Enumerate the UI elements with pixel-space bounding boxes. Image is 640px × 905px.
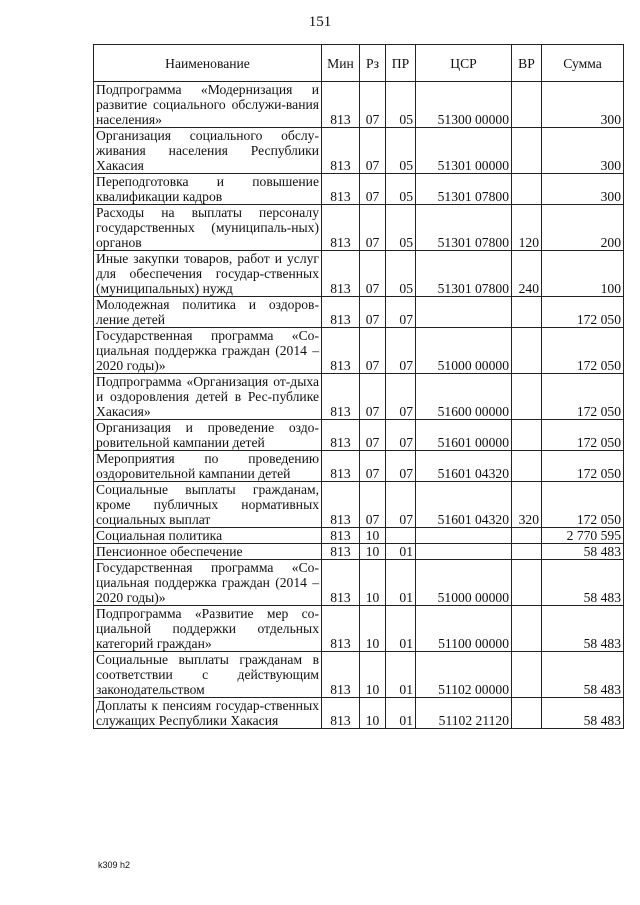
- footer-code: k309 h2: [98, 860, 131, 870]
- row-vr-cell: [512, 606, 542, 652]
- row-sum-cell: 58 483: [542, 698, 624, 729]
- row-pr-cell: 07: [386, 328, 416, 374]
- row-sum-cell: 172 050: [542, 482, 624, 528]
- row-sum-cell: 58 483: [542, 652, 624, 698]
- row-pr-cell: 07: [386, 451, 416, 482]
- table-row: [94, 128, 624, 174]
- row-sum-cell: 58 483: [542, 606, 624, 652]
- row-csr-cell: 51601 00000: [416, 420, 512, 451]
- table-row: [94, 420, 624, 451]
- row-rz-cell: 07: [360, 82, 386, 128]
- row-vr-cell: [512, 698, 542, 729]
- row-rz-cell: 07: [360, 374, 386, 420]
- row-csr-cell: [416, 528, 512, 544]
- row-rz-cell: 10: [360, 528, 386, 544]
- table-row: [94, 297, 624, 328]
- row-pr-cell: 05: [386, 205, 416, 251]
- row-pr-cell: 05: [386, 128, 416, 174]
- table-row: [94, 544, 624, 560]
- row-vr-cell: [512, 451, 542, 482]
- row-name-cell: Переподготовка и повышение квалификации кадров: [94, 174, 322, 205]
- row-vr-cell: [512, 560, 542, 606]
- row-vr-cell: 120: [512, 205, 542, 251]
- table-row: [94, 606, 624, 652]
- row-vr-cell: [512, 297, 542, 328]
- row-name-cell: Мероприятия по проведению оздоровительной кампании детей: [94, 451, 322, 482]
- row-pr-cell: 01: [386, 652, 416, 698]
- row-sum-cell: 200: [542, 205, 624, 251]
- row-vr-cell: [512, 374, 542, 420]
- row-min-cell: 813: [322, 482, 360, 528]
- row-csr-cell: 51601 04320: [416, 482, 512, 528]
- table-row: [94, 251, 624, 297]
- header-name: Наименование: [94, 45, 322, 82]
- table-row: [94, 528, 624, 544]
- row-sum-cell: 172 050: [542, 374, 624, 420]
- row-vr-cell: [512, 82, 542, 128]
- header-row: [94, 45, 624, 82]
- row-rz-cell: 07: [360, 420, 386, 451]
- row-min-cell: 813: [322, 82, 360, 128]
- row-name-cell: Подпрограмма «Модернизация и развитие социального обслужи-вания населения»: [94, 82, 322, 128]
- row-vr-cell: [512, 420, 542, 451]
- row-name-cell: Государственная программа «Со-циальная поддержка граждан (2014 – 2020 годы)»: [94, 328, 322, 374]
- row-pr-cell: 01: [386, 544, 416, 560]
- row-name-cell: Социальные выплаты гражданам, кроме публичных нормативных социальных выплат: [94, 482, 322, 528]
- row-vr-cell: 240: [512, 251, 542, 297]
- row-name-cell: Доплаты к пенсиям государ-ственных служащих Республики Хакасия: [94, 698, 322, 729]
- row-name-cell: Иные закупки товаров, работ и услуг для обеспечения государ-ственных (муниципальных) нужд: [94, 251, 322, 297]
- row-csr-cell: 51301 07800: [416, 251, 512, 297]
- row-name-cell: Организация и проведение оздо-ровительной кампании детей: [94, 420, 322, 451]
- row-csr-cell: 51102 00000: [416, 652, 512, 698]
- row-min-cell: 813: [322, 698, 360, 729]
- row-rz-cell: 07: [360, 451, 386, 482]
- row-sum-cell: 172 050: [542, 451, 624, 482]
- row-vr-cell: [512, 528, 542, 544]
- row-sum-cell: 300: [542, 82, 624, 128]
- row-min-cell: 813: [322, 652, 360, 698]
- row-min-cell: 813: [322, 544, 360, 560]
- row-rz-cell: 10: [360, 560, 386, 606]
- row-name-cell: Социальные выплаты гражданам в соответствии с действующим законодательством: [94, 652, 322, 698]
- row-sum-cell: 172 050: [542, 297, 624, 328]
- row-rz-cell: 07: [360, 328, 386, 374]
- row-sum-cell: 58 483: [542, 544, 624, 560]
- page-number: 151: [308, 14, 332, 30]
- row-rz-cell: 07: [360, 205, 386, 251]
- row-name-cell: Подпрограмма «Развитие мер со-циальной поддержки отдельных категорий граждан»: [94, 606, 322, 652]
- table-row: [94, 328, 624, 374]
- row-pr-cell: [386, 528, 416, 544]
- header-csr: ЦСР: [416, 45, 512, 82]
- row-vr-cell: [512, 128, 542, 174]
- table-row: [94, 174, 624, 205]
- row-name-cell: Пенсионное обеспечение: [94, 544, 322, 560]
- row-csr-cell: 51301 07800: [416, 174, 512, 205]
- row-min-cell: 813: [322, 420, 360, 451]
- header-min: Мин: [322, 45, 360, 82]
- row-pr-cell: 05: [386, 174, 416, 205]
- row-vr-cell: [512, 544, 542, 560]
- row-sum-cell: 300: [542, 128, 624, 174]
- row-min-cell: 813: [322, 297, 360, 328]
- row-csr-cell: 51102 21120: [416, 698, 512, 729]
- row-name-cell: Молодежная политика и оздоров-ление детей: [94, 297, 322, 328]
- row-csr-cell: [416, 544, 512, 560]
- row-csr-cell: 51000 00000: [416, 328, 512, 374]
- row-rz-cell: 10: [360, 698, 386, 729]
- row-vr-cell: [512, 328, 542, 374]
- row-vr-cell: [512, 652, 542, 698]
- row-pr-cell: 07: [386, 482, 416, 528]
- row-csr-cell: 51600 00000: [416, 374, 512, 420]
- table-row: [94, 205, 624, 251]
- row-rz-cell: 10: [360, 652, 386, 698]
- row-vr-cell: [512, 174, 542, 205]
- row-rz-cell: 07: [360, 482, 386, 528]
- row-min-cell: 813: [322, 528, 360, 544]
- row-csr-cell: 51300 00000: [416, 82, 512, 128]
- table-row: [94, 374, 624, 420]
- row-csr-cell: 51000 00000: [416, 560, 512, 606]
- table-row: [94, 560, 624, 606]
- row-name-cell: Расходы на выплаты персоналу государственных (муниципаль-ных) органов: [94, 205, 322, 251]
- row-min-cell: 813: [322, 560, 360, 606]
- row-sum-cell: 172 050: [542, 328, 624, 374]
- row-sum-cell: 172 050: [542, 420, 624, 451]
- table-row: [94, 482, 624, 528]
- row-min-cell: 813: [322, 328, 360, 374]
- row-csr-cell: 51100 00000: [416, 606, 512, 652]
- row-csr-cell: 51301 07800: [416, 205, 512, 251]
- row-min-cell: 813: [322, 251, 360, 297]
- header-pr: ПР: [386, 45, 416, 82]
- table-row: [94, 652, 624, 698]
- row-pr-cell: 01: [386, 698, 416, 729]
- row-name-cell: Организация социального обслу-живания населения Республики Хакасия: [94, 128, 322, 174]
- header-sum: Сумма: [542, 45, 624, 82]
- row-csr-cell: 51601 04320: [416, 451, 512, 482]
- row-name-cell: Подпрограмма «Организация от-дыха и оздоровления детей в Рес-публике Хакасия»: [94, 374, 322, 420]
- header-rz: Рз: [360, 45, 386, 82]
- row-csr-cell: [416, 297, 512, 328]
- row-pr-cell: 07: [386, 420, 416, 451]
- row-name-cell: Государственная программа «Со-циальная поддержка граждан (2014 – 2020 годы)»: [94, 560, 322, 606]
- row-pr-cell: 01: [386, 606, 416, 652]
- header-vr: ВР: [512, 45, 542, 82]
- row-pr-cell: 05: [386, 82, 416, 128]
- row-min-cell: 813: [322, 128, 360, 174]
- row-rz-cell: 07: [360, 297, 386, 328]
- row-pr-cell: 01: [386, 560, 416, 606]
- budget-table: [93, 44, 624, 729]
- table-row: [94, 82, 624, 128]
- table-body: [94, 82, 624, 729]
- row-sum-cell: 300: [542, 174, 624, 205]
- row-name-cell: Социальная политика: [94, 528, 322, 544]
- row-rz-cell: 07: [360, 251, 386, 297]
- row-rz-cell: 10: [360, 544, 386, 560]
- row-min-cell: 813: [322, 205, 360, 251]
- row-pr-cell: 05: [386, 251, 416, 297]
- row-min-cell: 813: [322, 174, 360, 205]
- row-rz-cell: 07: [360, 128, 386, 174]
- row-pr-cell: 07: [386, 297, 416, 328]
- row-sum-cell: 58 483: [542, 560, 624, 606]
- table-row: [94, 451, 624, 482]
- row-sum-cell: 100: [542, 251, 624, 297]
- row-vr-cell: 320: [512, 482, 542, 528]
- row-min-cell: 813: [322, 451, 360, 482]
- row-sum-cell: 2 770 595: [542, 528, 624, 544]
- row-rz-cell: 10: [360, 606, 386, 652]
- row-min-cell: 813: [322, 374, 360, 420]
- row-csr-cell: 51301 00000: [416, 128, 512, 174]
- table-row: [94, 698, 624, 729]
- row-rz-cell: 07: [360, 174, 386, 205]
- row-pr-cell: 07: [386, 374, 416, 420]
- row-min-cell: 813: [322, 606, 360, 652]
